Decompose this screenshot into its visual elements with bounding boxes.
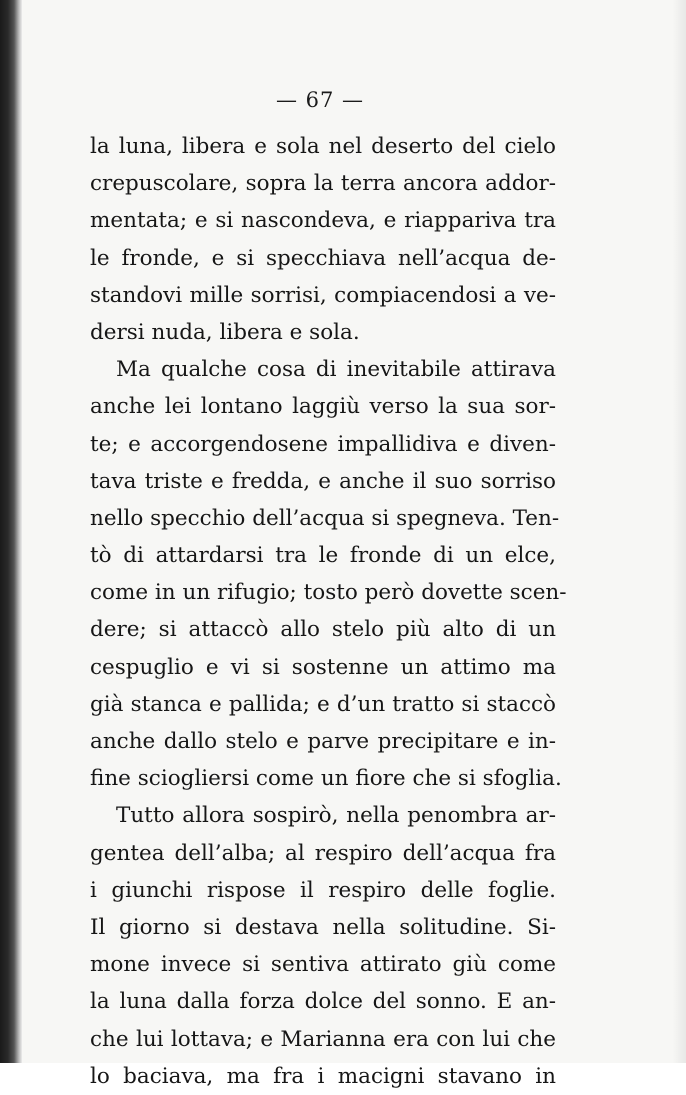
text-line: anche lei lontano laggiù verso la sua sor- — [90, 394, 556, 420]
text-line: lo baciava, ma fra i macigni stavano in — [90, 1063, 556, 1089]
page-edge-shadow — [672, 0, 686, 1063]
text-line: i giunchi rispose il respiro delle foglie. — [90, 877, 556, 903]
text-line: Tutto allora sospirò, nella penombra ar- — [116, 803, 556, 829]
text-line: mentata; e si nascondeva, e riappariva tra — [90, 208, 556, 234]
text-line: come in un rifugio; tosto però dovette scen- — [90, 580, 567, 606]
text-line: la luna dalla forza dolce del sonno. E an- — [90, 989, 556, 1015]
text-line: Ma qualche cosa di inevitabile attirava — [116, 357, 556, 383]
text-line: dersi nuda, libera e sola. — [90, 319, 360, 345]
text-line: già stanca e pallida; e d’un tratto si staccò — [90, 691, 556, 717]
text-line: le fronde, e si specchiava nell’acqua de- — [90, 245, 556, 271]
text-line: standovi mille sorrisi, compiacendosi a ve- — [90, 282, 556, 308]
body-text — [90, 128, 567, 1095]
text-line: tò di attardarsi tra le fronde di un elce, — [90, 543, 556, 569]
text-line: fine sciogliersi come un fiore che si sfoglia. — [90, 766, 562, 792]
text-line: crepuscolare, sopra la terra ancora addor- — [90, 171, 556, 197]
text-line: dere; si attaccò allo stelo più alto di un — [90, 617, 556, 643]
text-line: tava triste e fredda, e anche il suo sorriso — [90, 468, 556, 494]
text-line: la luna, libera e sola nel deserto del cielo — [90, 134, 556, 159]
text-line: Il giorno si destava nella solitudine. Si- — [90, 914, 556, 940]
binding-edge — [0, 0, 22, 1063]
text-line: nello specchio dell’acqua si spegneva. Ten- — [90, 505, 560, 531]
page-number: — 67 — — [275, 88, 365, 112]
text-line: te; e accorgendosene impallidiva e diven- — [90, 431, 556, 457]
text-line: che lui lottava; e Marianna era con lui che — [90, 1026, 556, 1052]
text-line: cespuglio e vi si sostenne un attimo ma — [90, 654, 556, 680]
text-line: mone invece si sentiva attirato giù come — [90, 952, 556, 978]
text-line: gentea dell’alba; al respiro dell’acqua fra — [90, 840, 556, 866]
text-line: anche dallo stelo e parve precipitare e in- — [90, 729, 556, 754]
